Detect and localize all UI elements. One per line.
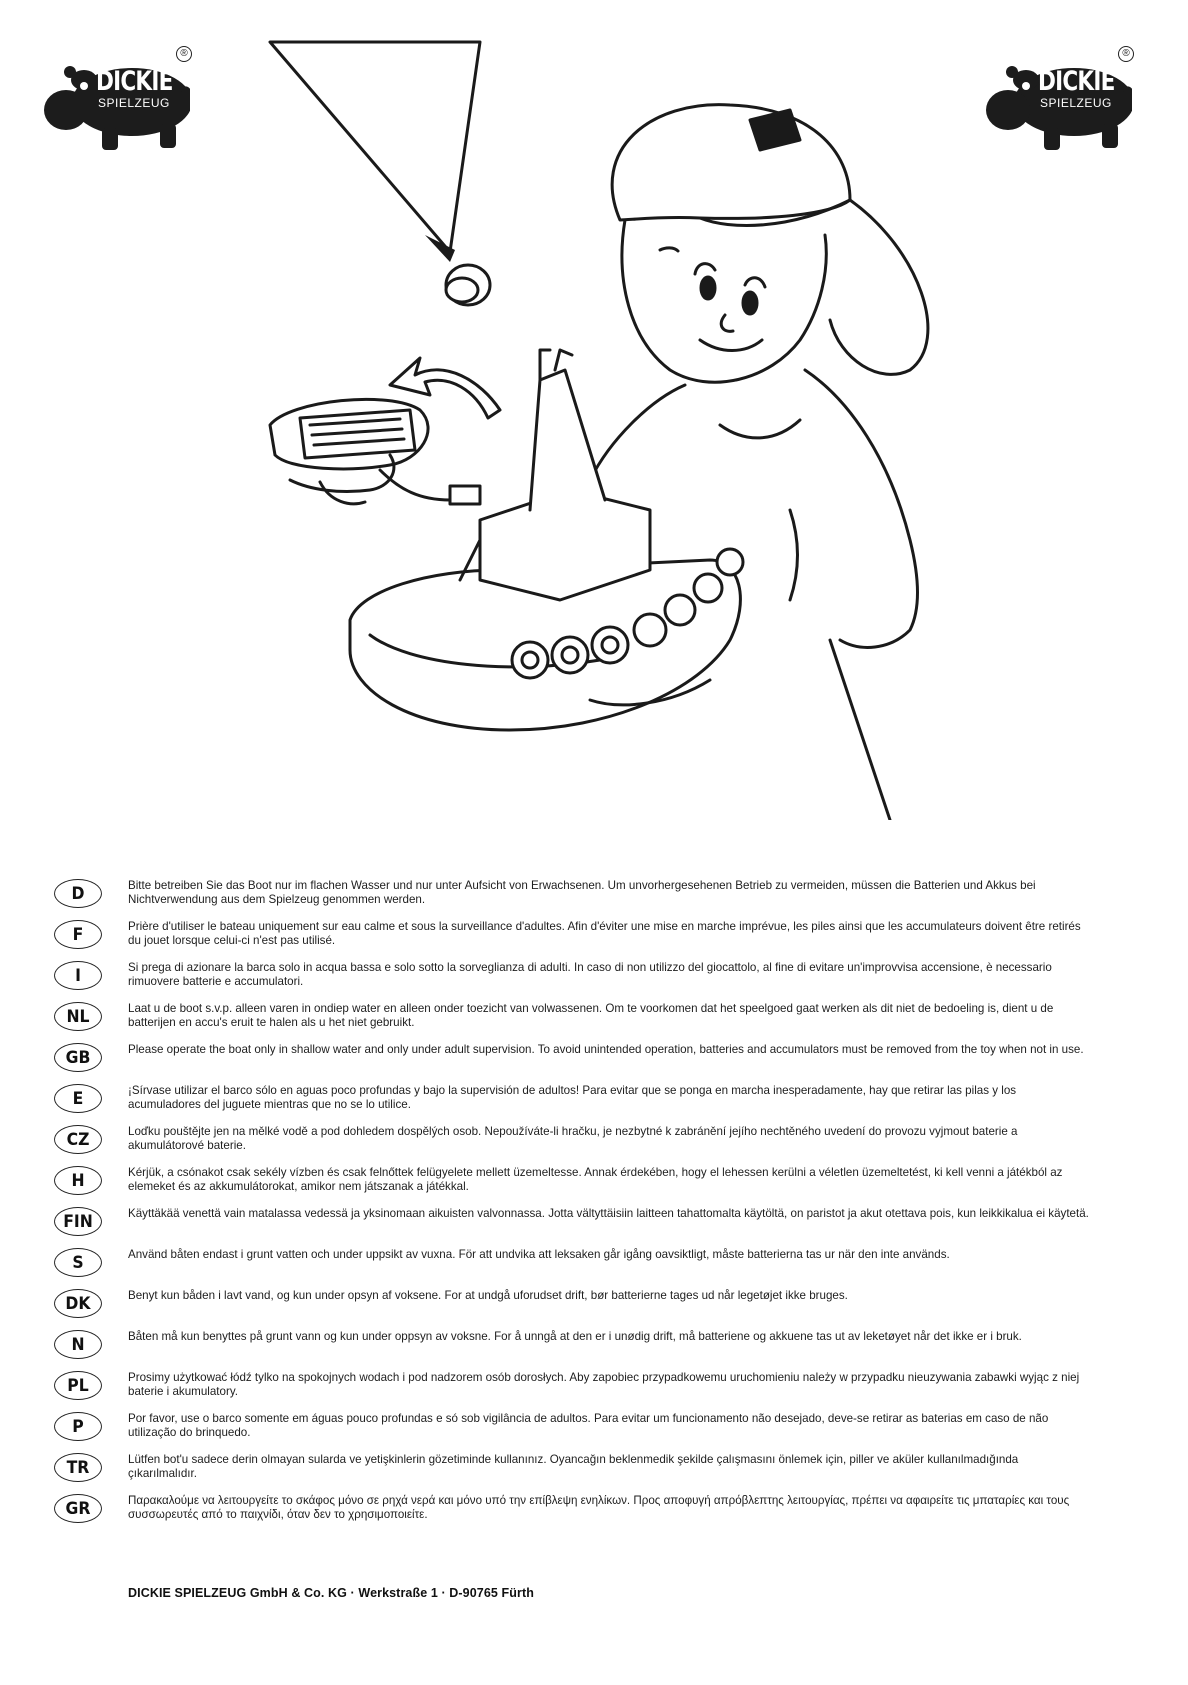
country-badge-nl: NL [54, 1002, 102, 1031]
warning-row-i [44, 958, 1084, 999]
warning-text-e: ¡Sírvase utilizar el barco sólo en aguas poco profundas y bajo la supervisión de adultos! Para evitar que se ponga en marcha inesperadamente, hay que retirar las pilas y los acumuladores del juguete mientras que no se lo utilice. [128, 1084, 1017, 1111]
warning-text-gb: Please operate the boat only in shallow water and only under adult supervision. To avoid unintended operation, batteries and accumulators must be removed from the toy when not in use. [128, 1043, 1084, 1056]
country-badge-p: P [54, 1412, 102, 1441]
warning-text-p: Por favor, use o barco somente em águas pouco profundas e só sob vigilância de adultos. Para evitar um funcionamento não desejado, deve-se retirar as baterias em caso de não utilização do brinquedo. [128, 1412, 1049, 1439]
dickie-logo-left [40, 50, 190, 160]
logo-sub-text: SPIELZEUG [98, 96, 170, 110]
warning-text-i: Si prega di azionare la barca solo in acqua bassa e solo sotto la sorveglianza di adulti. In caso di non utilizzo del giocattolo, al fine di evitare un'improvvisa accensione, è necessario rimuovere batterie e accumulatori. [128, 961, 1052, 988]
face-icon [622, 220, 826, 382]
warning-text-nl: Laat u de boot s.v.p. alleen varen in ondiep water en alleen onder toezicht van volwassenen. Om te voorkomen dat het speelgoed gaat werken als dit niet de bedoeling is, dient u de batterijen en accu's eruit te halen als u het niet gebruikt. [128, 1002, 1054, 1029]
warning-row-pl [44, 1368, 1084, 1409]
warning-row-dk [44, 1286, 1084, 1327]
warning-row-p [44, 1409, 1084, 1450]
country-badge-pl: PL [54, 1371, 102, 1400]
warning-text-f: Prière d'utiliser le bateau uniquement sur eau calme et sous la surveillance d'adultes. Afin d'éviter une mise en marche imprévue, les piles ainsi que les accumulateurs doivent être retirés du jouet lorsque celui-ci n'est pas utilisé. [128, 920, 1081, 947]
exclamation-icon [270, 42, 490, 305]
warning-row-h [44, 1163, 1084, 1204]
warning-text-pl: Prosimy użytkować łódź tylko na spokojnych wodach i pod nadzorem osób dorosłych. Aby zapobiec przypadkowemu uruchomieniu należy w przypadku nieuzywania zabawki wyjąc z niej baterie i akumulatory. [128, 1371, 1080, 1398]
warning-row-d [44, 876, 1084, 917]
logo-brand-text: DICKIE [1038, 66, 1115, 97]
company-address-footer: DICKIE SPIELZEUG GmbH & Co. KG · Werkstraße 1 · D-90765 Fürth [128, 1586, 534, 1600]
warning-text-n: Båten må kun benyttes på grunt vann og kun under oppsyn av voksne. For å unngå at den er i unødig drift, må batteriene og akkuene tas ut av leketøyet når det ikke er i bruk. [128, 1330, 1022, 1343]
warning-row-n [44, 1327, 1084, 1368]
registered-mark: ® [176, 46, 192, 62]
country-badge-fin: FIN [54, 1207, 102, 1236]
multilingual-warnings [44, 876, 1089, 1532]
logo-brand-text: DICKIE [96, 66, 173, 97]
country-badge-dk: DK [54, 1289, 102, 1318]
warning-text-tr: Lütfen bot'u sadece derin olmayan sularda ve yetişkinlerin gözetiminde kullanınız. Oyancağın beklenmedik şekilde çalışmasını önlemek için, piller ve aküler kullanılmadığında çıkarılmalıdır. [128, 1453, 1019, 1480]
cap-icon [612, 105, 928, 375]
logo-sub-text: SPIELZEUG [1040, 96, 1112, 110]
country-badge-gr: GR [54, 1494, 102, 1523]
warning-row-cz [44, 1122, 1084, 1163]
boy-with-boat-illustration [230, 40, 990, 820]
country-badge-s: S [54, 1248, 102, 1277]
country-badge-e: E [54, 1084, 102, 1113]
warning-row-tr [44, 1450, 1084, 1491]
registered-mark: ® [1118, 46, 1134, 62]
warning-row-e [44, 1081, 1084, 1122]
country-badge-gb: GB [54, 1043, 102, 1072]
warning-text-h: Kérjük, a csónakot csak sekély vízben és csak felnőttek felügyelete mellett üzemeltesse. Annak érdekében, hogy el lehessen kerülni a véletlen üzemeltetést, ki kell venni a játékból az elemeket és az akkumulátorokat, amikor nem játszanak a játékkal. [128, 1166, 1063, 1193]
warning-text-d: Bitte betreiben Sie das Boot nur im flachen Wasser und nur unter Aufsicht von Erwachsenen. Um unvorhergesehenen Betrieb zu vermeiden, müssen die Batterien und Akkus bei Nichtverwendung aus dem Spielzeug genommen werden. [128, 879, 1036, 906]
warning-text-dk: Benyt kun båden i lavt vand, og kun under opsyn af voksene. For at undgå uforudset drift, bør batterierne tages ud når legetøjet ikke bruges. [128, 1289, 848, 1302]
warning-row-fin [44, 1204, 1089, 1245]
warning-row-gr [44, 1491, 1084, 1532]
warning-row-f [44, 917, 1084, 958]
warning-row-gb [44, 1040, 1084, 1081]
warning-text-gr: Παρακαλούμε να λειτουργείτε το σκάφος μόνο σε ρηχά νερά και μόνο υπό την επίβλεψη ενηλίκων. Προς αποφυγή απρόβλεπτης λειτουργίας, πρέπει να αφαιρείτε τις μπαταρίες και τους συσσωρευτές από το παιχνίδι, όταν δεν το χρησιμοποιείτε. [128, 1494, 1070, 1521]
warning-text-fin: Käyttäkää venettä vain matalassa vedessä ja yksinomaan aikuisten valvonnassa. Jotta vältyttäisiin laitteen tahattomalta käytöltä, on paristot ja akut otettava pois, kun leikkikalua ei käytetä. [128, 1207, 1089, 1220]
country-badge-d: D [54, 879, 102, 908]
country-badge-tr: TR [54, 1453, 102, 1482]
country-badge-h: H [54, 1166, 102, 1195]
country-badge-cz: CZ [54, 1125, 102, 1154]
warning-row-nl [44, 999, 1084, 1040]
country-badge-n: N [54, 1330, 102, 1359]
dickie-logo-right [982, 50, 1132, 160]
warning-text-s: Använd båten endast i grunt vatten och under uppsikt av vuxna. För att undvika att leksaken går igång oavsiktligt, måste batterierna tas ur när den inte används. [128, 1248, 950, 1261]
warning-row-s [44, 1245, 1084, 1286]
country-badge-f: F [54, 920, 102, 949]
country-badge-i: I [54, 961, 102, 990]
warning-text-cz: Loďku pouštějte jen na mělké vodě a pod dohledem dospělých osob. Nepoužíváte-li hračku, je nezbytné k zabránění jejího nechtěného uvedení do provozu vyjmout baterie a akumulátorové baterie. [128, 1125, 1018, 1152]
